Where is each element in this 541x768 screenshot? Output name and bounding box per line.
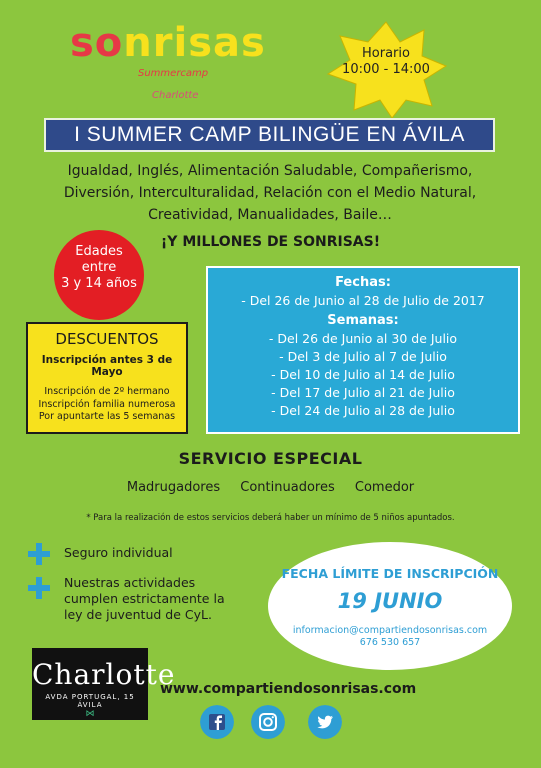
tagline: ¡Y MILLONES DE SONRISAS!	[160, 234, 381, 250]
deadline-oval	[268, 542, 512, 670]
schedule-time: 10:00 - 14:00	[342, 62, 430, 77]
deadline-date: 19 JUNIO	[337, 589, 443, 613]
week-item: - Del 10 de Julio al 14 de Julio	[271, 367, 455, 382]
age-circle	[54, 230, 144, 320]
dates-box	[206, 266, 520, 434]
age-line: 3 y 14 años	[61, 276, 137, 291]
week-item: - Del 3 de Julio al 7 de Julio	[279, 349, 447, 364]
deadline-contact	[268, 625, 512, 649]
logo-subtitle: Summercamp	[138, 68, 209, 79]
facebook-icon[interactable]	[200, 705, 234, 739]
contact-phone: 676 530 657	[359, 637, 421, 648]
feature-law-line: ley de juventud de CyL.	[64, 607, 212, 622]
plus-cross-icon	[27, 576, 51, 600]
dates-label: Fechas:	[335, 275, 391, 290]
services-note: * Para la realización de estos servicios deberá haber un mínimo de 5 niños apuntados.	[86, 513, 455, 523]
twitter-icon[interactable]	[308, 705, 342, 739]
feature-law-line: cumplen estrictamente la	[64, 591, 225, 606]
camp-title: I SUMMER CAMP BILINGÜE EN ÁVILA	[44, 118, 495, 152]
feature-insurance: Seguro individual	[64, 545, 173, 560]
discount-item: Por apuntarte las 5 semanas	[38, 411, 176, 422]
service-item: Comedor	[354, 480, 415, 495]
age-line: Edades	[75, 244, 123, 259]
service-item: Madrugadores	[126, 480, 221, 495]
values-line: Creatividad, Manualidades, Baile…	[148, 207, 392, 223]
instagram-icon[interactable]	[251, 705, 285, 739]
feature-law-line: Nuestras actividades	[64, 575, 196, 590]
age-line: entre	[81, 260, 117, 275]
week-item: - Del 17 de Julio al 21 de Julio	[271, 385, 455, 400]
website-link[interactable]: www.compartiendosonrisas.com	[160, 681, 417, 697]
discounts-box	[26, 322, 188, 434]
schedule-text	[340, 46, 432, 78]
logo-word-b: nrisas	[123, 20, 266, 66]
dates-range: - Del 26 de Junio al 28 de Julio de 2017	[241, 293, 485, 308]
values-line: Igualdad, Inglés, Alimentación Saludable, Compañerismo,	[67, 163, 473, 179]
week-item: - Del 24 de Julio al 28 de Julio	[271, 403, 455, 418]
discounts-list	[28, 386, 186, 424]
values-text	[40, 160, 500, 226]
discount-item: Inscripción familia numerosa	[38, 398, 176, 410]
week-item: - Del 26 de Junio al 30 de Julio	[268, 331, 458, 346]
discount-item: Inscripción de 2º hermano	[44, 386, 170, 397]
charlotte-logo	[32, 648, 176, 720]
values-line: Diversión, Interculturalidad, Relación con el Medio Natural,	[63, 185, 477, 201]
discounts-title: DESCUENTOS	[55, 330, 159, 348]
discounts-early: Inscripción antes 3 de Mayo	[41, 354, 173, 378]
services-list	[0, 480, 541, 495]
plus-cross-icon	[27, 542, 51, 566]
weeks-label: Semanas:	[327, 313, 399, 328]
sonrisas-logo	[70, 20, 270, 66]
contact-email[interactable]: informacion@compartiendosonrisas.com	[292, 625, 488, 636]
bow-icon: ⋈	[85, 709, 95, 719]
deadline-title: FECHA LÍMITE DE INSCRIPCIÓN	[281, 566, 499, 581]
feature-law	[64, 575, 225, 623]
charlotte-address: AVDA PORTUGAL, 15 ÁVILA	[45, 693, 135, 709]
service-item: Continuadores	[240, 480, 335, 495]
schedule-label: Horario	[362, 46, 410, 61]
charlotte-name: Charlotte	[32, 658, 176, 691]
logo-subtitle-charlotte: Charlotte	[152, 90, 199, 101]
logo-word-a: so	[70, 20, 124, 66]
services-title: SERVICIO ESPECIAL	[178, 449, 363, 468]
